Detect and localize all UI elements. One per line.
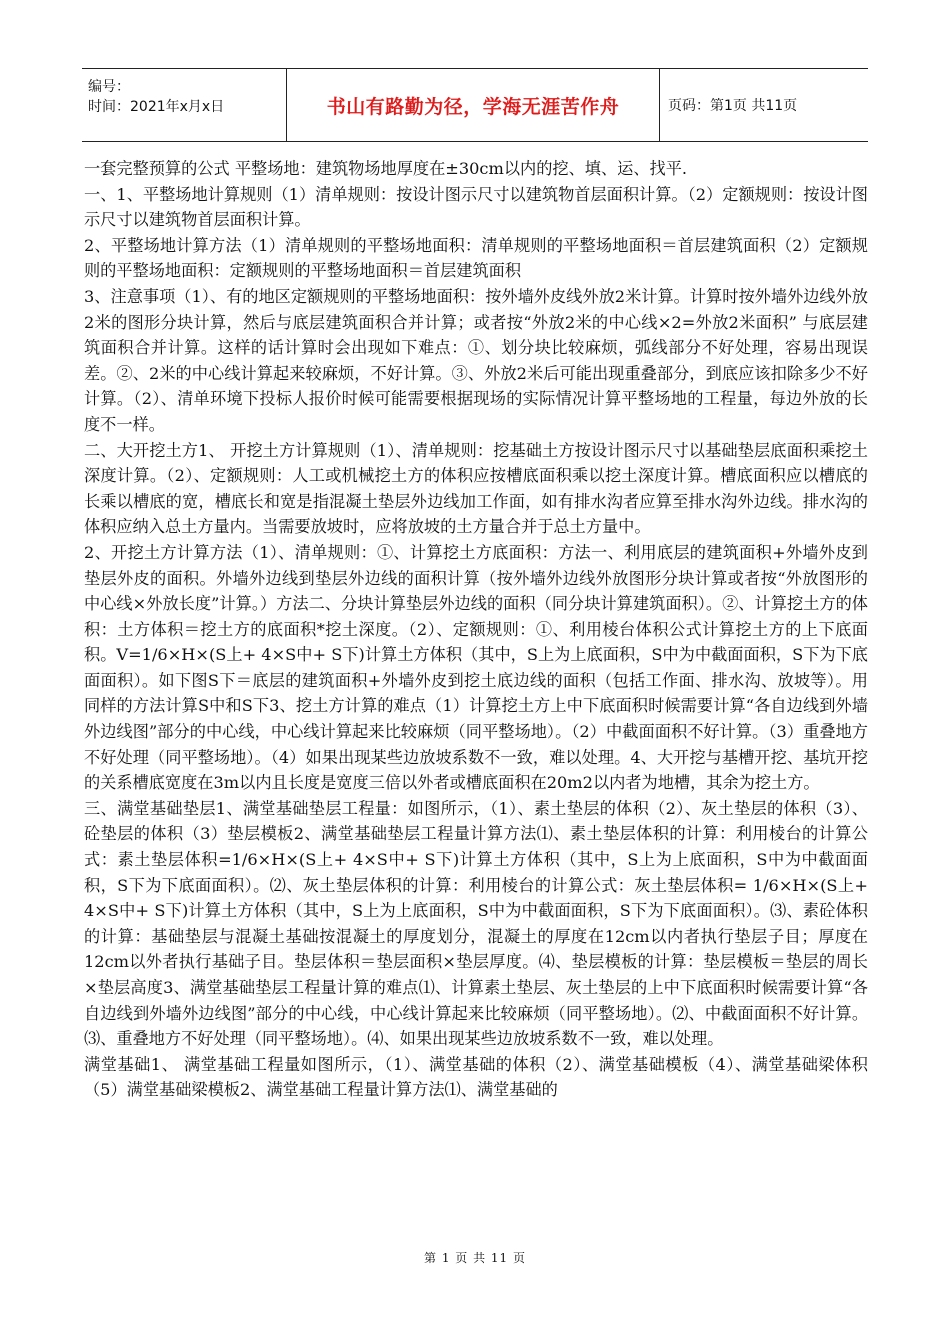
number-label: 编号： xyxy=(88,79,130,95)
paragraph-6: 三、满堂基础垫层1、满堂基础垫层工程量：如图所示，（1）、素土垫层的体积（2）、灰土垫层的体积（3）、砼垫层的体积（3）垫层模板2、满堂基础垫层工程量计算方法⑴、素土垫层体积的计算：利用棱台的计算公式：素土垫层体积=1/6×H×(S上+ 4×S中+ S下)计算土方体积（其中，S上为上底面积，S中为中截面面积，S下为下底面面积）。⑵、灰土垫层体积的计算：利用棱台的计算公式：灰土垫层体积= 1/6×H×(S上+ 4×S中+ S下)计算土方体积（其中，S上为上底面积，S中为中截面面积，S下为下底面面积）。⑶、素砼体积的计算：基础垫层与混凝土基础按混凝土的厚度划分，混凝土的厚度在12cm以内者执行垫层子目；厚度在12cm以外者执行基础子目。垫层体积＝垫层面积×垫层厚度。⑷、垫层模板的计算：垫层模板＝垫层的周长×垫层高度3、满堂基础垫层工程量计算的难点⑴、计算素土垫层、灰土垫层的上中下底面积时候需要计算“各自边线到外墙外边线图”部分的中心线，中心线计算起来比较麻烦（同平整场地）。⑵、中截面面积不好计算。⑶、重叠地方不好处理（同平整场地）。⑷、如果出现某些边放坡系数不一致，难以处理。 xyxy=(84,798,868,1049)
page-footer: 第 1 页 共 11 页 xyxy=(424,1251,526,1265)
paragraph-5: 2、开挖土方计算方法（1）、清单规则：①、计算挖土方底面积：方法一、利用底层的建筑面积+外墙外皮到垫层外皮的面积。外墙外边线到垫层外边线的面积计算（按外墙外边线外放图形分块计算或者按“外放图形的中心线×外放长度”计算。）方法二、分块计算垫层外边线的面积（同分块计算建筑面积）。②、计算挖土方的体积：土方体积＝挖土方的底面积*挖土深度。（2）、定额规则：①、利用棱台体积公式计算挖土方的上下底面积。V=1/6×H×(S上+ 4×S中+ S下)计算土方体积（其中，S上为上底面积，S中为中截面面积，S下为下底面面积）。如下图S下＝底层的建筑面积+外墙外皮到挖土底边线的面积（包括工作面、排水沟、放坡等）。用同样的方法计算S中和S下3、挖土方计算的难点（1）计算挖土方上中下底面积时候需要计算“各自边线到外墙外边线图”部分的中心线，中心线计算起来比较麻烦（同平整场地）。（2）中截面面积不好计算。（3）重叠地方不好处理（同平整场地）。（4）如果出现某些边放坡系数不一致，难以处理。4、大开挖与基槽开挖、基坑开挖的关系槽底宽度在3m以内且长度是宽度三倍以外者或槽底面积在20m2以内者为地槽，其余为挖土方。 xyxy=(84,542,868,793)
paragraph-4: 二、大开挖土方1、 开挖土方计算规则（1）、清单规则：挖基础土方按设计图示尺寸以基础垫层底面积乘挖土深度计算。（2）、定额规则：人工或机械挖土方的体积应按槽底面积乘以挖土深度计算。槽底面积应以槽底的长乘以槽底的宽，槽底长和宽是指混凝土垫层外边线加工作面，如有排水沟者应算至排水沟外边线。排水沟的体积应纳入总土方量内。当需要放坡时，应将放坡的土方量合并于总土方量中。 xyxy=(84,440,868,537)
paragraph-intro: 一套完整预算的公式 平整场地：建筑物场地厚度在±30cm以内的挖、填、运、找平. xyxy=(84,159,688,178)
time-label: 时间：2021年x月x日 xyxy=(88,99,225,115)
header-page-info: 页码：第1页 共11页 xyxy=(668,98,798,114)
paragraph-1: 一、1、平整场地计算规则（1）清单规则：按设计图示尺寸以建筑物首层面积计算。（2）定额规则：按设计图示尺寸以建筑物首层面积计算。 xyxy=(84,184,868,230)
page-header xyxy=(82,68,868,142)
document-body xyxy=(84,156,868,1103)
paragraph-3: 3、注意事项（1）、有的地区定额规则的平整场地面积：按外墙外皮线外放2米计算。计算时按外墙外边线外放2米的图形分块计算，然后与底层建筑面积合并计算；或者按“外放2米的中心线×2=外放2米面积” 与底层建筑面积合并计算。这样的话计算时会出现如下难点：①、划分块比较麻烦，弧线部分不好处理，容易出现误差。②、2米的中心线计算起来较麻烦，不好计算。③、外放2米后可能出现重叠部分，到底应该扣除多少不好计算。（2）、清单环境下投标人报价时候可能需要根据现场的实际情况计算平整场地的工程量，每边外放的长度不一样。 xyxy=(84,286,868,434)
paragraph-7: 满堂基础1、 满堂基础工程量如图所示，（1）、满堂基础的体积（2）、满堂基础模板（4）、满堂基础梁体积（5）满堂基础梁模板2、满堂基础工程量计算方法⑴、满堂基础的 xyxy=(84,1054,868,1100)
header-meta xyxy=(82,69,287,141)
paragraph-2: 2、平整场地计算方法（1）清单规则的平整场地面积：清单规则的平整场地面积＝首层建筑面积（2）定额规则的平整场地面积：定额规则的平整场地面积＝首层建筑面积 xyxy=(84,235,868,281)
header-motto: 书山有路勤为径，学海无涯苦作舟 xyxy=(287,69,660,141)
